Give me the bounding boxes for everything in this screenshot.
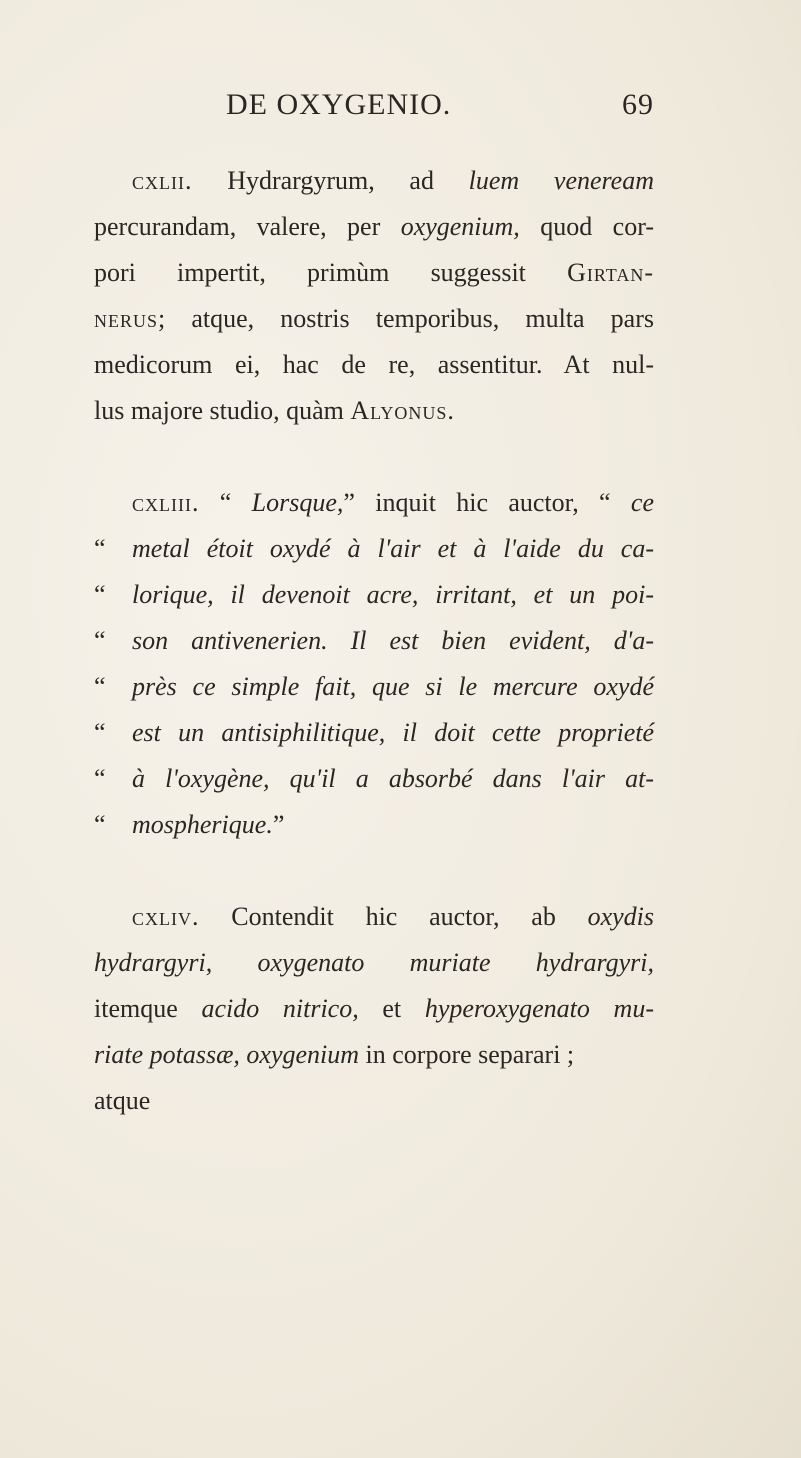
- text-run: mospherique.: [132, 810, 273, 839]
- text-run: hyperoxygenato mu-: [424, 994, 654, 1023]
- text-run: Lorsque,: [251, 488, 344, 517]
- text-run: à l'oxygène, qu'il a absorbé dans l'air at-: [132, 764, 654, 793]
- paragraph-cxliv: [94, 894, 654, 1078]
- text-run: cxliv.: [132, 902, 200, 931]
- text-run: ” inquit hic auctor, “: [343, 488, 631, 517]
- text-run: Hydrargyrum, ad: [192, 166, 469, 195]
- text-line: [94, 756, 654, 802]
- text-line: [94, 572, 654, 618]
- paragraph-gap: [94, 434, 654, 480]
- text-line: [94, 986, 654, 1032]
- page-number: 69: [622, 88, 654, 121]
- text-line: [94, 664, 654, 710]
- quote-mark: “: [94, 764, 106, 793]
- text-run: cxlii.: [132, 166, 193, 195]
- text-line: [94, 526, 654, 572]
- text-run: et: [358, 994, 425, 1023]
- text-run: ; atque, nostris temporibus, multa pars: [158, 304, 654, 333]
- quote-mark: “: [94, 626, 106, 655]
- paragraph-cxlii: [94, 158, 654, 434]
- text-line: [94, 802, 654, 848]
- text-run: riate potassæ, oxygenium: [94, 1040, 360, 1069]
- quote-mark: “: [94, 718, 106, 747]
- text-run: quod cor-: [519, 212, 654, 241]
- text-line: [94, 480, 654, 526]
- text-run: “: [199, 488, 252, 517]
- text-run: son antivenerien. Il est bien evident, d'a-: [132, 626, 654, 655]
- quote-mark: “: [94, 534, 106, 563]
- text-line: [94, 250, 654, 296]
- text-run: près ce simple fait, que si le mercure oxydé: [132, 672, 654, 701]
- text-run: lus majore studio, quàm: [94, 396, 351, 425]
- quote-mark: “: [94, 810, 106, 839]
- text-line: [94, 342, 654, 388]
- catchword: atque: [94, 1086, 151, 1115]
- text-line: [94, 618, 654, 664]
- text-run: in corpore separari ;: [359, 1040, 575, 1069]
- paragraph-cxliii: [94, 480, 654, 848]
- text-run: ”: [272, 810, 285, 839]
- text-line: [94, 710, 654, 756]
- text-run: est un antisiphilitique, il doit cette proprieté: [132, 718, 654, 747]
- quote-mark: “: [94, 580, 106, 609]
- text-run: cxliii.: [132, 488, 200, 517]
- text-run: medicorum ei, hac de re, assentitur. At nul-: [94, 350, 654, 379]
- page-header: [0, 88, 801, 138]
- text-run: Girtan-: [567, 258, 654, 287]
- text-run: luem veneream: [468, 166, 654, 195]
- text-run: oxydis: [587, 902, 654, 931]
- text-run: Alyonus.: [350, 396, 455, 425]
- text-line: [94, 158, 654, 204]
- text-run: Contendit hic auctor, ab: [199, 902, 588, 931]
- text-line: [94, 204, 654, 250]
- text-line: [94, 296, 654, 342]
- paragraph-gap: [94, 848, 654, 894]
- text-line: [94, 894, 654, 940]
- text-run: percurandam, valere, per: [94, 212, 401, 241]
- text-line: [94, 1032, 654, 1078]
- text-run: oxygenium,: [400, 212, 520, 241]
- text-run: ce: [630, 488, 654, 517]
- text-run: pori impertit, primùm suggessit: [94, 258, 568, 287]
- text-line: [94, 388, 654, 434]
- text-run: lorique, il devenoit acre, irritant, et un poi-: [132, 580, 654, 609]
- text-line: [94, 940, 654, 986]
- text-run: hydrargyri, oxygenato muriate hydrargyri,: [94, 948, 654, 977]
- text-run: acido nitrico,: [201, 994, 359, 1023]
- body-text: [94, 158, 654, 1124]
- text-run: nerus: [94, 304, 159, 333]
- quote-mark: “: [94, 672, 106, 701]
- text-run: metal étoit oxydé à l'air et à l'aide du ca-: [132, 534, 654, 563]
- running-title: DE OXYGENIO.: [226, 88, 452, 121]
- text-run: itemque: [94, 994, 202, 1023]
